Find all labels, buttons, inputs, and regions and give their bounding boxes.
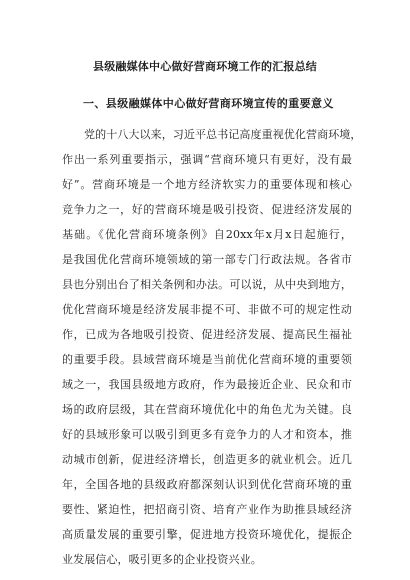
paragraph-line: 作出一系列重要指示，强调“营商环境只有更好，没有最 bbox=[62, 153, 352, 166]
paragraph-line: 业发展信心，吸引更多的企业投资兴业。 bbox=[62, 553, 262, 566]
paragraph-line: 好的县域形象可以吸引到更多有竞争力的人才和资本，推 bbox=[62, 428, 352, 441]
paragraph-line: 优化营商环境是经济发展非提不可、非做不可的规定性动 bbox=[62, 303, 352, 316]
paragraph-line: 年，全国各地的县级政府都深刻认识到优化营商环境的重 bbox=[62, 478, 352, 491]
body-paragraph bbox=[62, 126, 362, 576]
paragraph-line: 县也分别出台了相关条例和办法。可以说，从中央到地方， bbox=[62, 278, 352, 291]
paragraph-line: 要性、紧迫性，把招商引资、培育产业作为助推县域经济 bbox=[62, 503, 352, 516]
paragraph-line: 的重要手段。县域营商环境是当前优化营商环境的重要领 bbox=[62, 353, 352, 366]
paragraph-line: 竞争力之一，好的营商环境是吸引投资、促进经济发展的 bbox=[62, 203, 352, 216]
paragraph-line: 场的政府层级，其在营商环境优化中的角色尤为关键。良 bbox=[62, 403, 352, 416]
paragraph-line: 高质量发展的重要引擎，促进地方投资环境优化，提振企 bbox=[62, 528, 352, 541]
section-heading: 一、县级融媒体中心做好营商环境宣传的重要意义 bbox=[83, 97, 334, 110]
paragraph-line: 好”。营商环境是一个地方经济软实力的重要体现和核心 bbox=[62, 178, 352, 191]
paragraph-line: 域之一，我国县级地方政府，作为最接近企业、民众和市 bbox=[62, 378, 352, 391]
paragraph-line: 动城市创新，促进经济增长，创造更多的就业机会。近几 bbox=[62, 453, 352, 466]
paragraph-line: 作，已成为各地吸引投资、促进经济发展、提高民生福祉 bbox=[62, 328, 352, 341]
document-title: 县级融媒体中心做好营商环境工作的汇报总结 bbox=[93, 60, 317, 73]
paragraph-line: 基础。《优化营商环境条例》自20xx年x月x日起施行， bbox=[62, 228, 352, 241]
paragraph-line: 是我国优化营商环境领域的第一部专门行政法规。各省市 bbox=[62, 253, 352, 266]
paragraph-line: 党的十八大以来，习近平总书记高度重视优化营商环境， bbox=[84, 128, 362, 141]
